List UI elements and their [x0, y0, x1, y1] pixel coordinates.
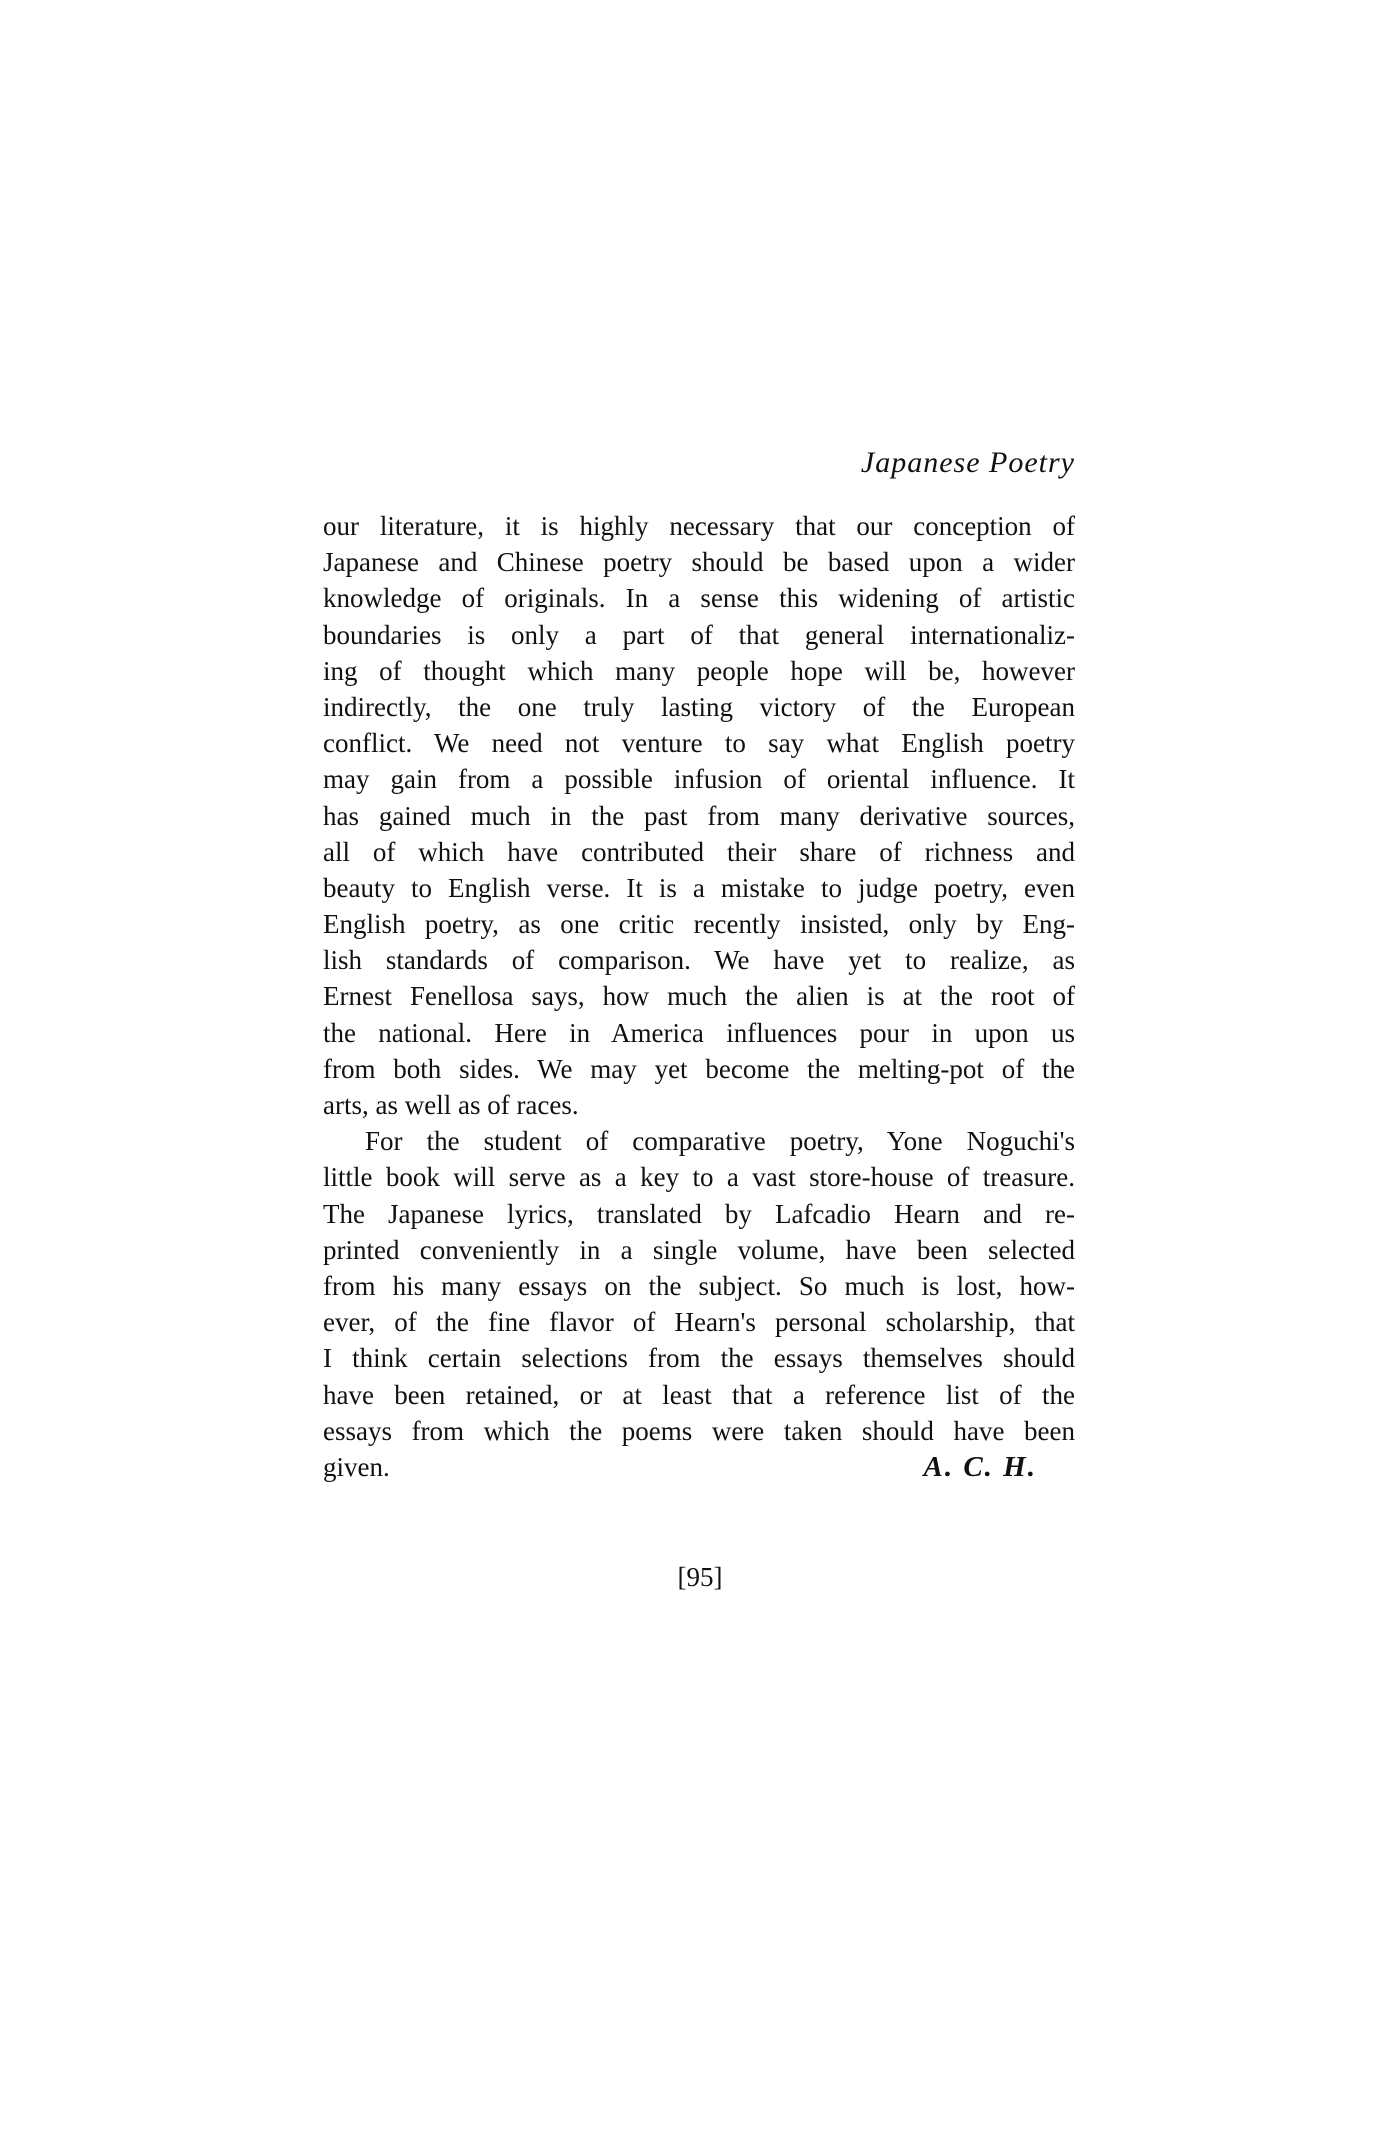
- body-text: [323, 508, 1075, 1485]
- text-line: printed conveniently in a single volume, have been selected: [323, 1234, 1075, 1265]
- text-line: indirectly, the one truly lasting victory of the European: [323, 691, 1075, 722]
- text-line: our literature, it is highly necessary that our conception of: [323, 511, 1075, 541]
- text-line: Ernest Fenellosa says, how much the alien is at the root of: [323, 981, 1075, 1012]
- paragraph-2: [323, 1123, 1075, 1485]
- text-line: ever, of the fine flavor of Hearn's personal scholarship, that: [323, 1307, 1075, 1338]
- text-line: all of which have contributed their share of richness and: [323, 836, 1075, 867]
- author-initials: A. C. H.: [923, 1450, 1037, 1483]
- text-line: I think certain selections from the essays themselves should: [323, 1343, 1075, 1374]
- paragraph-1: [323, 508, 1075, 1123]
- text-line: The Japanese lyrics, translated by Lafcadio Hearn and re-: [323, 1198, 1075, 1229]
- text-line: beauty to English verse. It is a mistake to judge poetry, even: [323, 872, 1075, 903]
- final-word: given.: [323, 1451, 390, 1482]
- text-line: knowledge of originals. In a sense this widening of artistic: [323, 583, 1075, 614]
- text-line: arts, as well as of races.: [323, 1090, 579, 1120]
- text-line: the national. Here in America influences pour in upon us: [323, 1017, 1075, 1048]
- text-line: essays from which the poems were taken should have been: [323, 1415, 1075, 1446]
- text-line: lish standards of comparison. We have yet to realize, as: [323, 945, 1075, 976]
- text-line: English poetry, as one critic recently insisted, only by Eng-: [323, 909, 1075, 940]
- text-line: Japanese and Chinese poetry should be based upon a wider: [323, 547, 1075, 578]
- running-head: Japanese Poetry: [860, 446, 1075, 479]
- text-line: have been retained, or at least that a reference list of the: [323, 1379, 1075, 1410]
- text-line: has gained much in the past from many derivative sources,: [323, 800, 1075, 831]
- page-number: [95]: [677, 1562, 723, 1592]
- closing-line: [323, 1449, 1075, 1485]
- text-line: from his many essays on the subject. So much is lost, how-: [323, 1270, 1075, 1301]
- text-line: little book will serve as a key to a vast store-house of treasure.: [323, 1162, 1075, 1193]
- text-line: ing of thought which many people hope will be, however: [323, 655, 1075, 686]
- text-line: conflict. We need not venture to say what English poetry: [323, 728, 1075, 759]
- text-line: from both sides. We may yet become the melting-pot of the: [323, 1053, 1075, 1084]
- text-line: For the student of comparative poetry, Yone Noguchi's: [365, 1126, 1075, 1157]
- text-line: may gain from a possible infusion of oriental influence. It: [323, 764, 1075, 795]
- text-line: boundaries is only a part of that general internationaliz-: [323, 619, 1075, 650]
